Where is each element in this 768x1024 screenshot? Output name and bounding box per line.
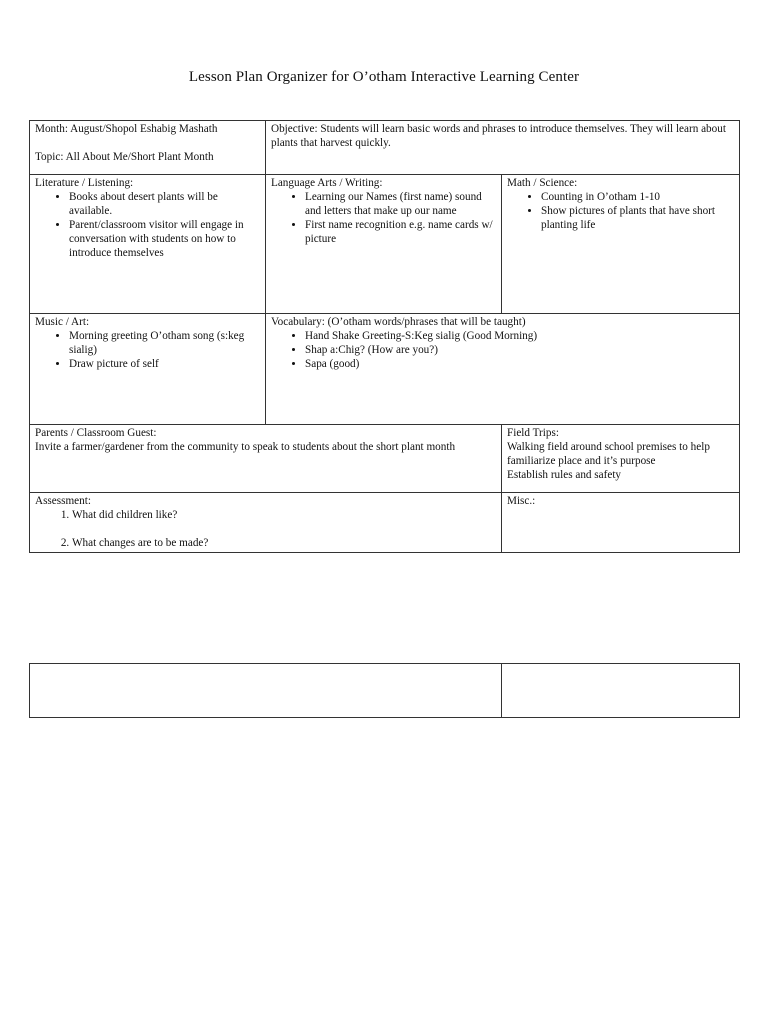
field-trips-cell (502, 425, 740, 493)
list-item: • Books about desert plants will be available. (69, 190, 261, 218)
objective-cell (266, 121, 740, 175)
parents-text: Invite a farmer/gardener from the community to speak to students about the short plant month (35, 441, 456, 453)
list-item: • Sapa (good) (305, 357, 735, 371)
empty-table (29, 663, 740, 718)
misc-label: Misc.: (507, 495, 536, 507)
parents-guest-cell (30, 425, 502, 493)
vocabulary-label: Vocabulary: (O’otham words/phrases that will be taught) (271, 316, 526, 328)
list-item: • Show pictures of plants that have short planting life (541, 204, 735, 232)
list-item: • First name recognition e.g. name cards w/ picture (305, 218, 497, 246)
empty-cell (30, 664, 502, 718)
month-text: Month: August/Shopol Eshabig Mashath (35, 123, 218, 135)
list-item: • Morning greeting O’otham song (s:keg sialig) (69, 329, 261, 357)
field-trips-label: Field Trips: (507, 427, 559, 439)
literature-label: Literature / Listening: (35, 177, 134, 189)
misc-cell (502, 493, 740, 553)
list-item: • Draw picture of self (69, 357, 261, 371)
topic-text: Topic: All About Me/Short Plant Month (35, 151, 214, 163)
list-item: • Parent/classroom visitor will engage in conversation with students on how to introduce themselves (69, 218, 261, 260)
assessment-label: Assessment: (35, 495, 91, 507)
objective-text: Objective: Students will learn basic words and phrases to introduce themselves. They will learn about plants that harvest quickly. (271, 123, 726, 149)
language-arts-label: Language Arts / Writing: (271, 177, 383, 189)
list-item: • Counting in O’otham 1-10 (541, 190, 735, 204)
field-trips-text: Walking field around school premises to help familiarize place and it’s purpose (507, 441, 710, 467)
math-science-label: Math / Science: (507, 177, 578, 189)
math-science-cell (502, 175, 740, 314)
assessment-cell (30, 493, 502, 553)
field-trips-rules: Establish rules and safety (507, 469, 622, 481)
vocabulary-cell (266, 314, 740, 425)
month-topic-cell (30, 121, 266, 175)
list-item: • Hand Shake Greeting-S:Keg sialig (Good Morning) (305, 329, 735, 343)
parents-label: Parents / Classroom Guest: (35, 427, 157, 439)
empty-cell (502, 664, 740, 718)
literature-cell (30, 175, 266, 314)
list-item: 1. What did children like? (72, 508, 497, 522)
music-art-cell (30, 314, 266, 425)
list-item: 2. What changes are to be made? (72, 536, 497, 550)
list-item: • Shap a:Chig? (How are you?) (305, 343, 735, 357)
list-item: • Learning our Names (first name) sound and letters that make up our name (305, 190, 497, 218)
lesson-plan-table (29, 120, 740, 553)
music-art-label: Music / Art: (35, 316, 90, 328)
page-title: Lesson Plan Organizer for O’otham Interactive Learning Center (188, 69, 580, 85)
language-arts-cell (266, 175, 502, 314)
